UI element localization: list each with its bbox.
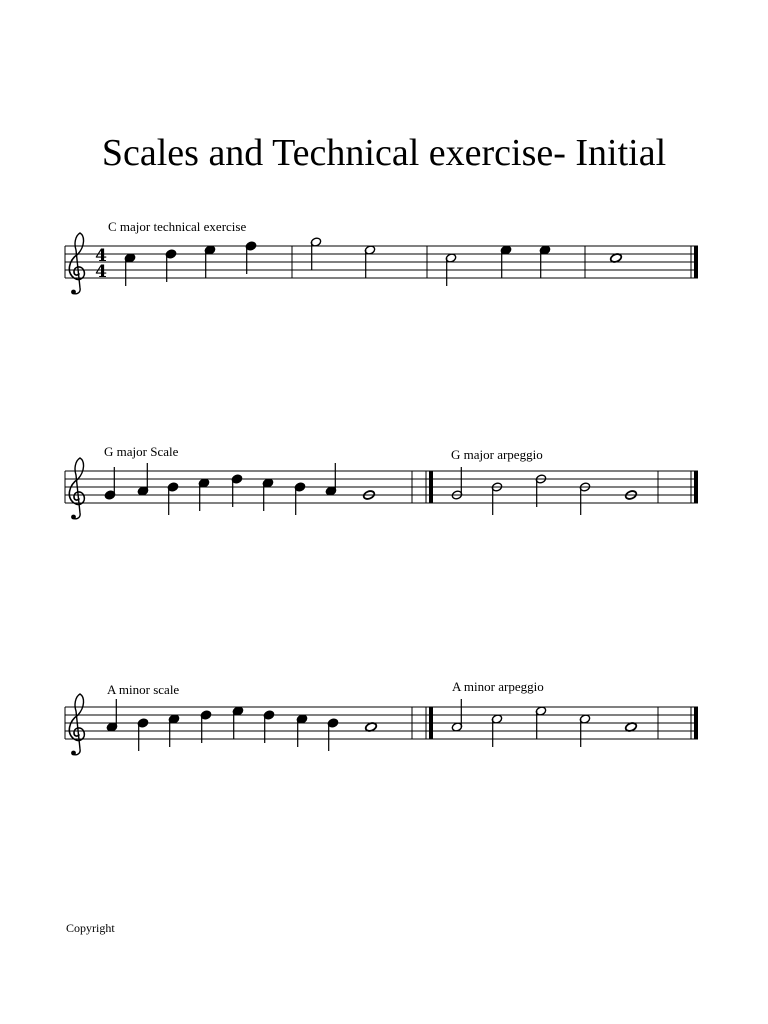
time-sig-numerator: 4 bbox=[95, 246, 107, 266]
copyright-text: Copyright bbox=[66, 921, 115, 935]
note-quarter bbox=[232, 706, 244, 739]
final-barline-thick bbox=[694, 471, 698, 503]
note-quarter bbox=[165, 249, 177, 282]
note-quarter bbox=[294, 482, 306, 515]
note-quarter bbox=[263, 710, 275, 743]
section-barline-thick bbox=[429, 471, 433, 503]
note-quarter bbox=[327, 718, 339, 751]
note-half bbox=[579, 714, 591, 747]
note-quarter bbox=[137, 718, 149, 751]
note-quarter bbox=[198, 478, 210, 511]
staff bbox=[65, 694, 698, 755]
note-half bbox=[445, 253, 457, 286]
treble-clef-icon bbox=[69, 233, 84, 294]
note-quarter bbox=[325, 463, 337, 496]
note-quarter bbox=[200, 710, 212, 743]
note-half bbox=[491, 714, 503, 747]
time-sig-denominator: 4 bbox=[95, 262, 107, 282]
note-quarter bbox=[124, 253, 136, 286]
staff bbox=[65, 233, 698, 294]
note-half bbox=[535, 706, 547, 739]
section-label-g-major-scale: G major Scale bbox=[104, 444, 179, 459]
note-quarter bbox=[539, 245, 551, 278]
note-quarter bbox=[245, 241, 257, 274]
note-quarter bbox=[137, 463, 149, 496]
final-barline-thick bbox=[694, 246, 698, 278]
note-half bbox=[364, 245, 376, 278]
note-half bbox=[310, 237, 322, 270]
staff bbox=[65, 458, 698, 519]
page-title: Scales and Technical exercise- Initial bbox=[101, 132, 667, 174]
note-quarter bbox=[500, 245, 512, 278]
final-barline-thick bbox=[694, 707, 698, 739]
section-label-a-minor-scale: A minor scale bbox=[107, 682, 180, 697]
note-quarter bbox=[168, 714, 180, 747]
treble-clef-icon bbox=[69, 694, 84, 755]
section-barline-thick bbox=[429, 707, 433, 739]
section-label-c-major: C major technical exercise bbox=[108, 219, 247, 234]
treble-clef-icon bbox=[69, 458, 84, 519]
note-half bbox=[451, 699, 463, 732]
note-quarter bbox=[104, 467, 116, 500]
note-quarter bbox=[262, 478, 274, 511]
note-quarter bbox=[204, 245, 216, 278]
section-label-a-minor-arpeggio: A minor arpeggio bbox=[452, 679, 544, 694]
note-quarter bbox=[106, 699, 118, 732]
section-label-g-major-arpeggio: G major arpeggio bbox=[451, 447, 543, 462]
note-quarter bbox=[231, 474, 243, 507]
note-quarter bbox=[296, 714, 308, 747]
note-quarter bbox=[167, 482, 179, 515]
